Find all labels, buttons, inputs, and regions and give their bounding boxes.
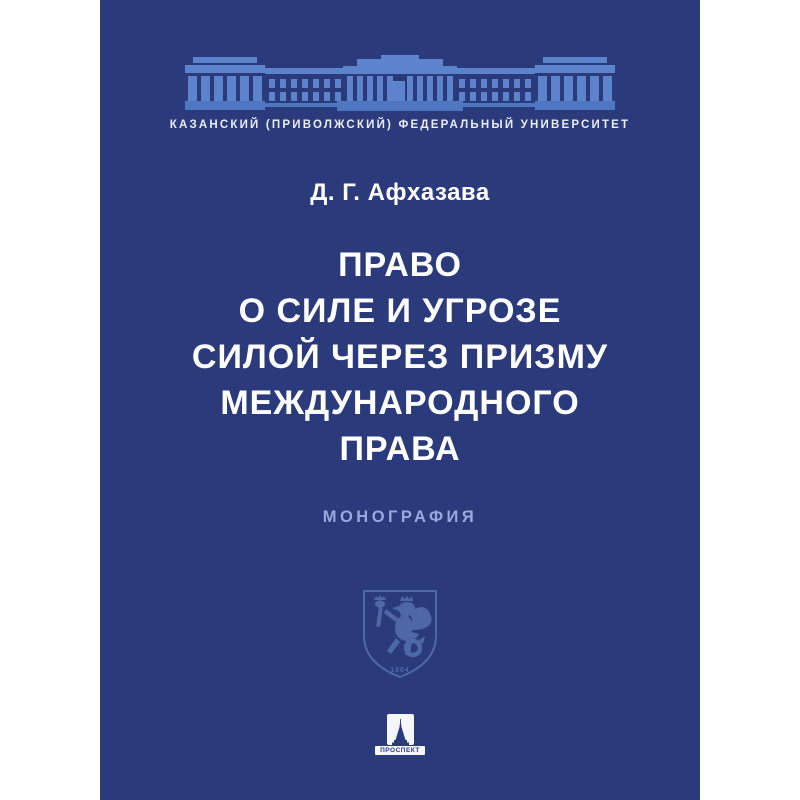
university-building-illustration-icon [185, 55, 615, 113]
title-line: ПРАВО [338, 246, 462, 284]
university-name: КАЗАНСКИЙ (ПРИВОЛЖСКИЙ) ФЕДЕРАЛЬНЫЙ УНИВЕРСИТЕТ [169, 119, 631, 131]
title-line: СИЛОЙ ЧЕРЕЗ ПРИЗМУ [191, 338, 609, 376]
author-name: Д. Г. Афхазава [310, 179, 490, 206]
publisher-tower-icon [387, 714, 414, 745]
publisher-name: ПРОСПЕКТ [375, 746, 425, 755]
title-line: О СИЛЕ И УГРОЗЕ [238, 292, 562, 330]
emblem-year: 1804 [390, 667, 410, 674]
zilant-dragon-icon [374, 595, 432, 655]
title-line: МЕЖДУНАРОДНОГО [220, 384, 580, 422]
title-line: ПРАВА [339, 430, 461, 468]
book-cover [100, 0, 700, 800]
publisher-logo [370, 714, 430, 755]
university-emblem [360, 588, 440, 680]
subtitle-monograph: МОНОГРАФИЯ [322, 508, 478, 526]
book-title [100, 242, 700, 472]
